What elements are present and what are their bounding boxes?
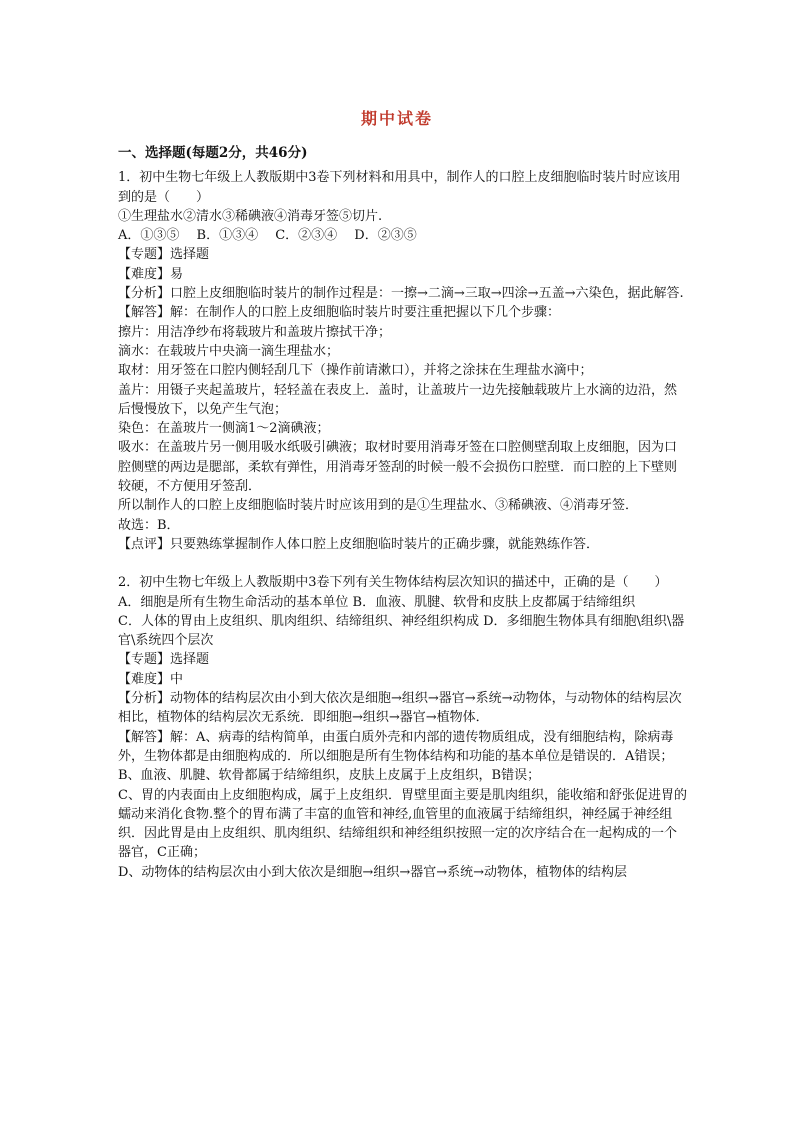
q2-topic: 【专题】选择题 <box>118 652 210 668</box>
q1-analysis: 【分析】口腔上皮细胞临时装片的制作过程是：一擦→二滴→三取→四涂→五盖→六染色，据此解答. <box>118 286 684 302</box>
q1-options: A．①③⑤ B．①③④ C．②③④ D．②③⑤ <box>118 228 417 244</box>
page-title: 期中试卷 <box>360 109 433 128</box>
question-2 <box>118 573 688 882</box>
q1-stem: 1．初中生物七年级上人教版期中3卷下列材料和用具中，制作人的口腔上皮细胞临时装片时应该用到的是（ ） <box>118 170 681 205</box>
q2-difficulty: 【难度】中 <box>118 671 184 687</box>
q2-options-cd: C．人体的胃由上皮组织、肌肉组织、结缔组织、神经组织构成 D．多细胞生物体具有细胞\组织\器官\系统四个层次 <box>118 613 685 649</box>
q1-materials: ①生理盐水②清水③稀碘液④消毒牙签⑤切片. <box>118 208 383 224</box>
question-1 <box>118 168 688 554</box>
q1-topic: 【专题】选择题 <box>118 247 210 263</box>
q2-solution-c: C、胃的内表面由上皮细胞构成，属于上皮组织．胃壁里面主要是肌肉组织，能收缩和舒张促进胃的蠕动来消化食物.整个的胃布满了丰富的血管和神经,血管里的血液属于结缔组织，神经属于神经组织．因此胃是由上皮组织、肌肉组织、结缔组织和神经组织按照一定的次序结合在一起构成的一个器官，C正确； <box>118 787 687 861</box>
q1-difficulty: 【难度】易 <box>118 266 184 282</box>
q1-step-absorb: 吸水：在盖玻片另一侧用吸水纸吸引碘液；取材时要用消毒牙签在口腔侧壁刮取上皮细胞，因为口腔侧壁的两边是腮部，柔软有弹性，用消毒牙签刮的时候一般不会损伤口腔壁．而口腔的上下壁则较硬，不方便用牙签刮． <box>118 440 678 495</box>
section-heading: 一、选择题(每题2分，共46分) <box>118 145 308 161</box>
q2-solution-a: 【解答】解：A、病毒的结构简单，由蛋白质外壳和内部的遗传物质组成，没有细胞结构，除病毒外，生物体都是由细胞构成的．所以细胞是所有生物体结构和功能的基本单位是错误的．A错误； <box>118 729 674 764</box>
q1-solution-intro: 【解答】解：在制作人的口腔上皮细胞临时装片时要注重把握以下几个步骤： <box>118 305 561 321</box>
q1-comment: 【点评】只要熟练掌握制作人体口腔上皮细胞临时装片的正确步骤，就能熟练作答． <box>118 536 600 552</box>
document-body <box>118 144 688 882</box>
q1-step-stain: 染色：在盖玻片一侧滴1～2滴碘液； <box>118 421 330 437</box>
question-spacer <box>118 554 688 573</box>
q2-solution-d: D、动物体的结构层次由小到大依次是细胞→组织→器官→系统→动物体，植物体的结构层 <box>118 864 627 880</box>
q1-conclusion: 所以制作人的口腔上皮细胞临时装片时应该用到的是①生理盐水、③稀碘液、④消毒牙签． <box>118 498 639 514</box>
q1-step-cover: 盖片：用镊子夹起盖玻片，轻轻盖在表皮上．盖时，让盖玻片一边先接触载玻片上水滴的边沿，然后慢慢放下，以免产生气泡； <box>118 382 678 417</box>
q1-step-drop: 滴水：在载玻片中央滴一滴生理盐水； <box>118 343 340 359</box>
q1-answer: 故选：B． <box>118 517 180 533</box>
q2-stem: 2．初中生物七年级上人教版期中3卷下列有关生物体结构层次知识的描述中，正确的是（ ） <box>118 575 668 591</box>
q2-analysis: 【分析】动物体的结构层次由小到大依次是细胞→组织→器官→系统→动物体，与动物体的结构层次相比，植物体的结构层次无系统．即细胞→组织→器官→植物体． <box>118 691 682 726</box>
q1-step-take: 取材：用牙签在口腔内侧轻刮几下（操作前请漱口），并将之涂抹在生理盐水滴中； <box>118 363 593 379</box>
q2-solution-b: B、血液、肌腱、软骨都属于结缔组织，皮肤上皮属于上皮组织，B错误； <box>118 768 541 784</box>
q2-options-ab: A．细胞是所有生物生命活动的基本单位 B．血液、肌腱、软骨和皮肤上皮都属于结缔组织 <box>118 594 636 610</box>
q1-step-wipe: 擦片：用洁净纱布将载玻片和盖玻片擦拭干净； <box>118 324 392 340</box>
